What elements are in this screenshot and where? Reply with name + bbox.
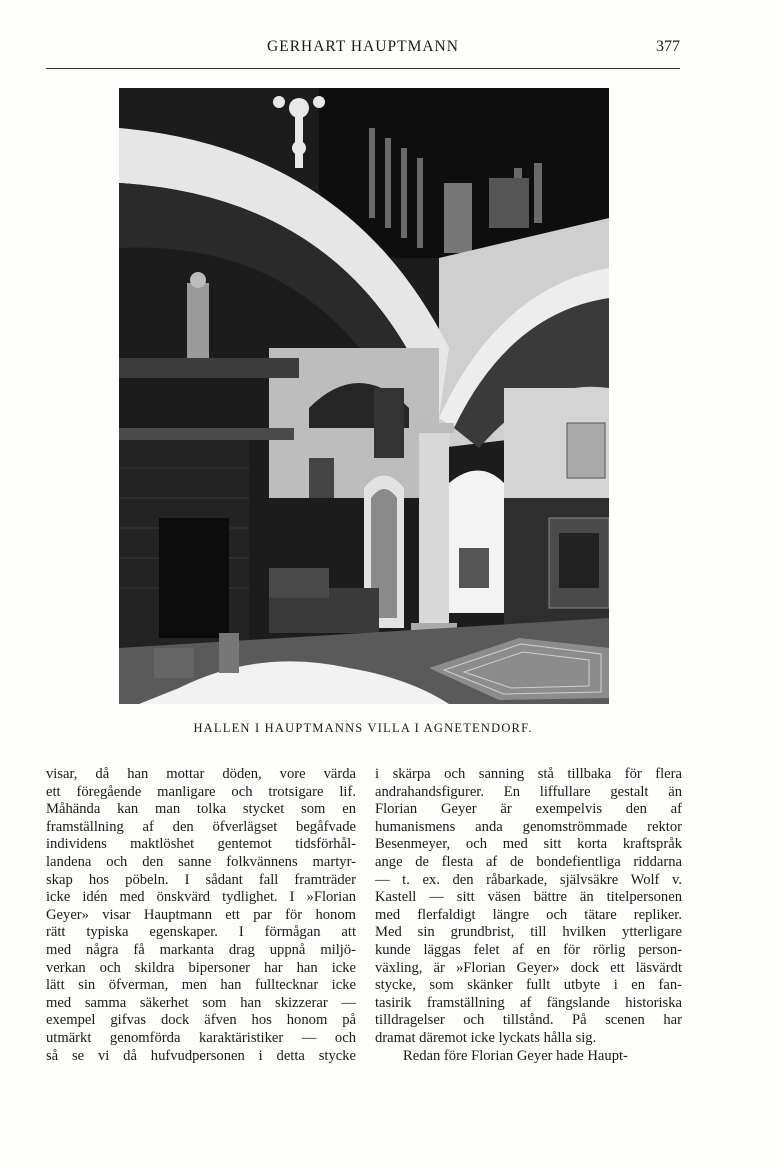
text-line: ange de flesta af de bondefientliga riddarna [375,853,682,870]
text-line: Med sin grundbrist, till hvilken ytterligare [375,924,682,941]
text-line: visar, då han mottar döden, vore värda [46,766,356,782]
text-line: Kastell — sitt väsen bättre än titelpersonen [375,889,682,906]
photograph-icon [119,88,609,704]
text-line: Redan före Florian Geyer hade Haupt- [403,1047,628,1064]
text-line: lätt sin öfverman, men han fulltecknar icke [46,977,356,994]
text-line: — t. ex. den råbarkade, självsäkre Wolf v. [375,871,682,888]
text-line: verkan och skildra bipersoner har han icke [46,959,356,976]
hall-photograph [119,88,609,704]
text-line: ett föregående manligare och trotsigare lif. [46,783,356,800]
text-line: med några få markanta drag uppnå miljö- [46,941,356,958]
text-line: exempel gifvas dock äfven hos honom på [46,1012,356,1029]
text-line: skap hos pöbeln. I sådant fall framträder [46,871,356,888]
running-head: GERHART HAUPTMANN [267,38,459,55]
text-line: stycke, som skänker fullt utbyte i en fan- [375,977,682,994]
text-line: individens maktlöshet gentemot tidsförhål- [46,836,356,853]
page-header [46,38,680,64]
text-line: med samma säkerhet som han skizzerar — [46,994,356,1011]
text-line: så se vi då hufvudpersonen i detta stycke [46,1047,356,1064]
text-line: kunde läggas felet af en för rörlig person- [375,941,682,958]
text-line: Florian Geyer är exempelvis den af [375,801,682,818]
text-line: framställning af den öfverlägset begåfvade [46,818,356,835]
text-line: andrahandsfigurer. En liffullare gestalt än [375,783,682,800]
figure-caption: HALLEN I HAUPTMANNS VILLA I AGNETENDORF. [193,721,533,735]
text-line: utmärkt genomförda karaktäristiker — och [46,1029,356,1046]
text-line: Måhända kan man tolka stycket som en [46,801,356,818]
text-line: Geyer» visar Hauptmann ett par för honom [46,906,356,923]
text-line: Besenmeyer, och med sitt korta kraftspråk [375,836,682,853]
right-column [375,766,682,1065]
page-number: 377 [656,38,680,55]
text-line: landena och den sanne folkvännens martyr- [46,853,356,870]
text-line: med flerfaldigt längre och tätare repliker. [375,906,682,923]
text-line: dramat däremot icke lyckats hålla sig. [375,1029,597,1046]
text-line: humanismens anda genomströmmade rektor [375,818,682,835]
header-rule [46,68,680,69]
text-line: i skärpa och sanning stå tillbaka för flera [375,766,682,782]
text-line: växling, är »Florian Geyer» dock ett läsvärdt [375,959,682,976]
left-column [46,766,356,1065]
text-line: icke idén med önskvärd tydlighet. I »Florian [46,889,356,906]
text-line: rätt typiska egenskaper. I förmågan att [46,924,356,941]
text-line: tasirik framställning af fängslande historiska [375,994,682,1011]
text-line: tilldragelser och tillstånd. På scenen har [375,1012,682,1029]
